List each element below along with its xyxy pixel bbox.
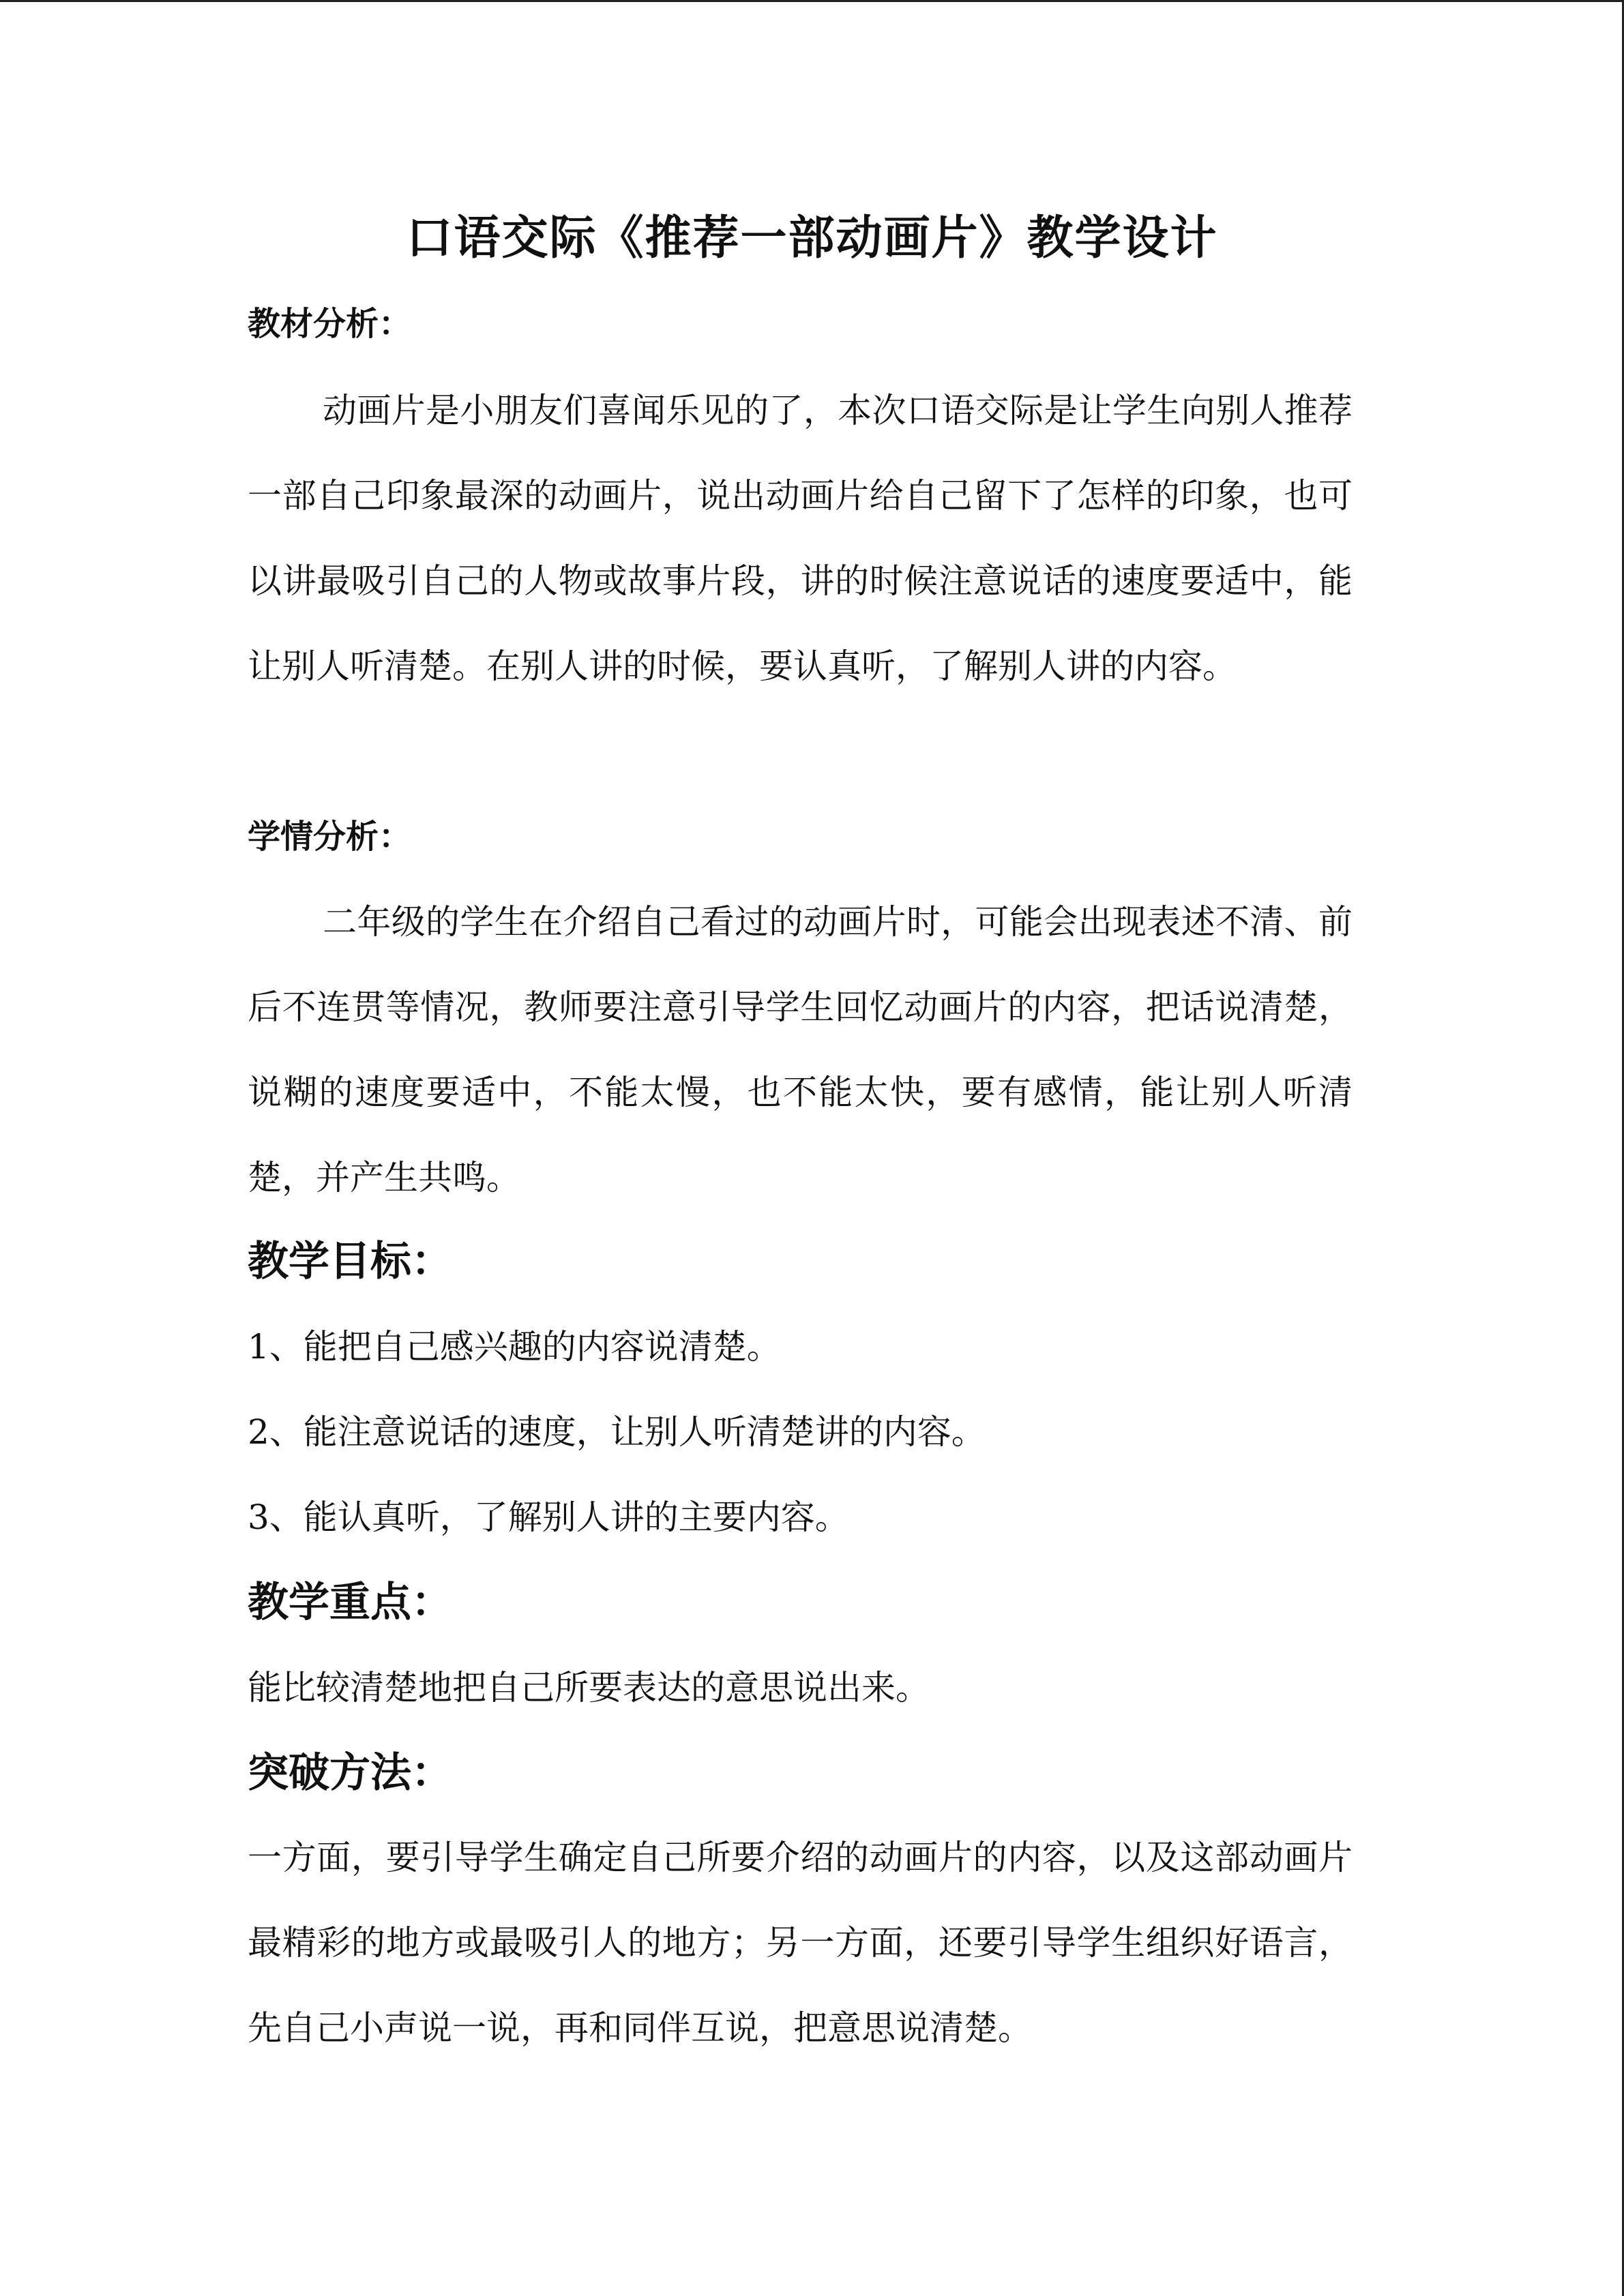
page-title: 口语交际《推荐一部动画片》教学设计 <box>406 211 1218 265</box>
heading-teaching-focus: 教学重点： <box>248 1579 452 1626</box>
paragraph-textbook-analysis: 动画片是小朋友们喜闻乐见的了，本次口语交际是让学生向别人推荐一部自己印象最深的动画片，说出动画片给自己留下了怎样的印象，也可以讲最吸引自己的人物或故事片段，讲的时候注意说话的速度要适中，能让别人听清楚。在别人讲的时候，要认真听，了解别人讲的内容。 <box>248 391 1353 686</box>
heading-breakthrough-method: 突破方法： <box>248 1749 452 1797</box>
paragraph-teaching-focus: 能比较清楚地把自己所要表达的意思说出来。 <box>248 1668 930 1708</box>
heading-textbook-analysis: 教材分析： <box>248 305 412 343</box>
heading-teaching-goals: 教学目标： <box>248 1238 452 1285</box>
paragraph-student-analysis: 二年级的学生在介绍自己看过的动画片时，可能会出现表述不清、前后不连贯等情况，教师要注意引导学生回忆动画片的内容，把话说清楚，说糊的速度要适中，不能太慢，也不能太快，要有感情，能让别人听清楚，并产生共鸣。 <box>248 902 1353 1197</box>
goal-item-2: 2、能注意说话的速度，让别人听清楚讲的内容。 <box>248 1412 986 1452</box>
heading-student-analysis: 学情分析： <box>248 818 412 856</box>
goal-item-3: 3、能认真听，了解别人讲的主要内容。 <box>248 1497 849 1537</box>
paragraph-breakthrough-method: 一方面，要引导学生确定自己所要介绍的动画片的内容，以及这部动画片最精彩的地方或最吸引人的地方；另一方面，还要引导学生组织好语言，先自己小声说一说，再和同伴互说，把意思说清楚。 <box>248 1838 1353 2048</box>
goal-item-1: 1、能把自己感兴趣的内容说清楚。 <box>248 1327 781 1367</box>
